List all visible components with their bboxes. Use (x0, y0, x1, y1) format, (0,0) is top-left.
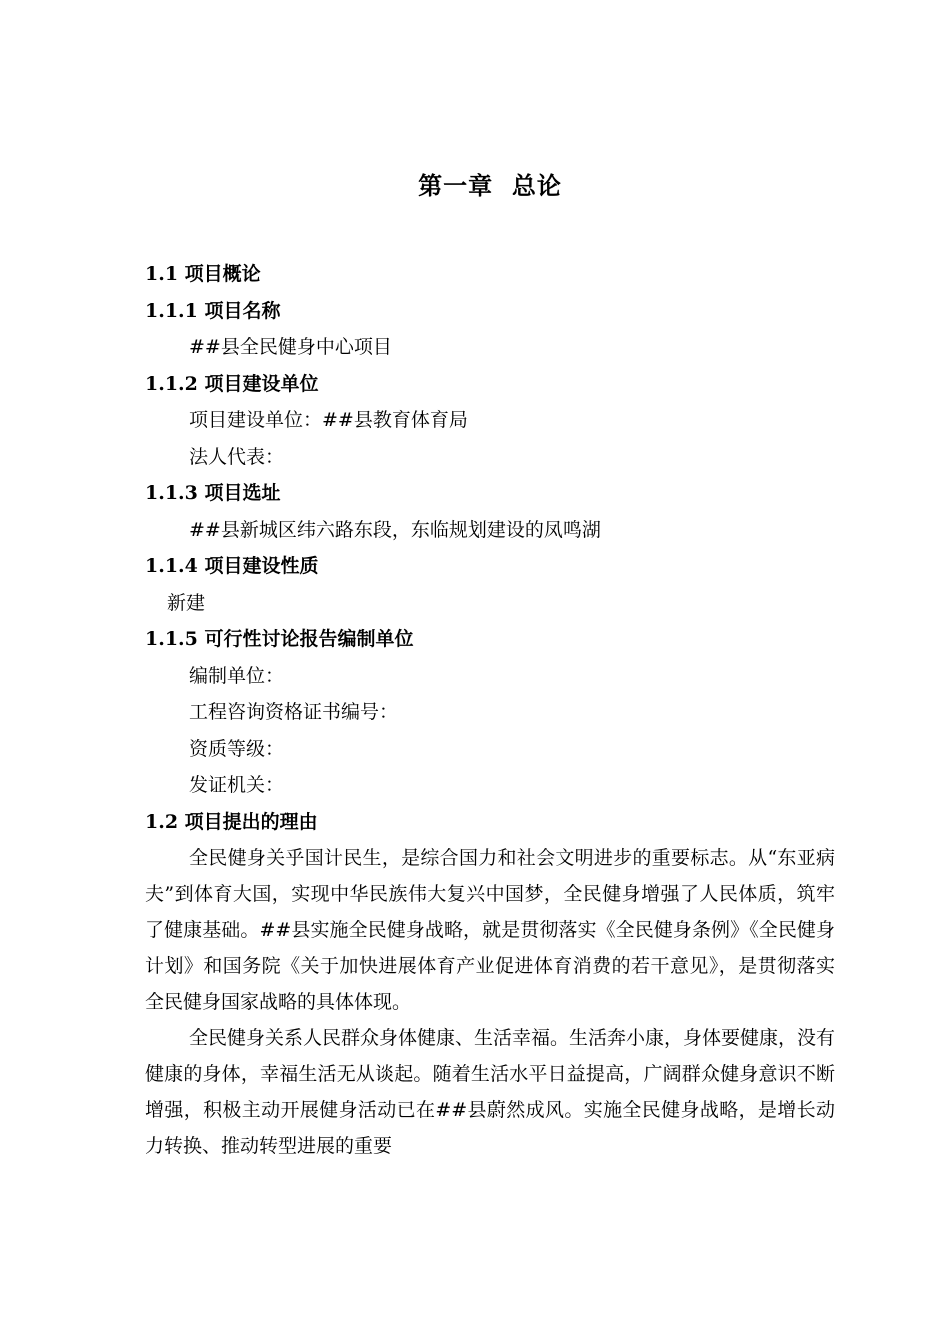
compiling-unit-text: 编制单位： (189, 664, 285, 687)
section-heading-1-1-1: 1.1.1 项目名称 (145, 299, 281, 322)
legal-representative-text: 法人代表： (189, 445, 285, 468)
qualification-grade-text: 资质等级： (189, 737, 285, 760)
certificate-number-text: 工程咨询资格证书编号： (189, 701, 399, 723)
document-body (145, 256, 835, 1164)
chapter-title: 第一章 总论 (418, 171, 562, 200)
section-heading-1-1-2: 1.1.2 项目建设单位 (145, 372, 319, 395)
section-heading-1-2: 1.2 项目提出的理由 (145, 810, 318, 833)
body-paragraph: 全民健身关系人民群众身体健康、生活幸福。生活奔小康，身体要健康，没有健康的身体，幸福生活无从谈起。随着生活水平日益提高，广阔群众健身意识不断增强，积极主动开展健身活动已在##县蔚然成风。实施全民健身战略，是增长动力转换、推动转型进展的重要 (145, 1027, 836, 1157)
construction-nature-text: 新建 (167, 591, 206, 614)
section-heading-1-1-4: 1.1.4 项目建设性质 (145, 555, 319, 577)
issuing-authority-text: 发证机关： (189, 774, 285, 796)
project-site-text: ##县新城区纬六路东段，东临规划建设的凤鸣湖 (189, 518, 601, 541)
section-heading-1-1-3: 1.1.3 项目选址 (145, 482, 281, 504)
project-name-text: ##县全民健身中心项目 (189, 336, 392, 358)
section-heading-1-1: 1.1 项目概论 (145, 263, 261, 285)
section-heading-1-1-5: 1.1.5 可行性讨论报告编制单位 (145, 628, 414, 650)
body-paragraph: 全民健身关乎国计民生，是综合国力和社会文明进步的重要标志。从“东亚病夫”到体育大国，实现中华民族伟大复兴中国梦，全民健身增强了人民体质，筑牢了健康基础。##县实施全民健身战略，就是贯彻落实《全民健身条例》《全民健身计划》和国务院《关于加快进展体育产业促进体育消费的若干意见》，是贯彻落实全民健身国家战略的具体体现。 (145, 847, 835, 1013)
construction-unit-text: 项目建设单位：##县教育体育局 (189, 409, 468, 431)
